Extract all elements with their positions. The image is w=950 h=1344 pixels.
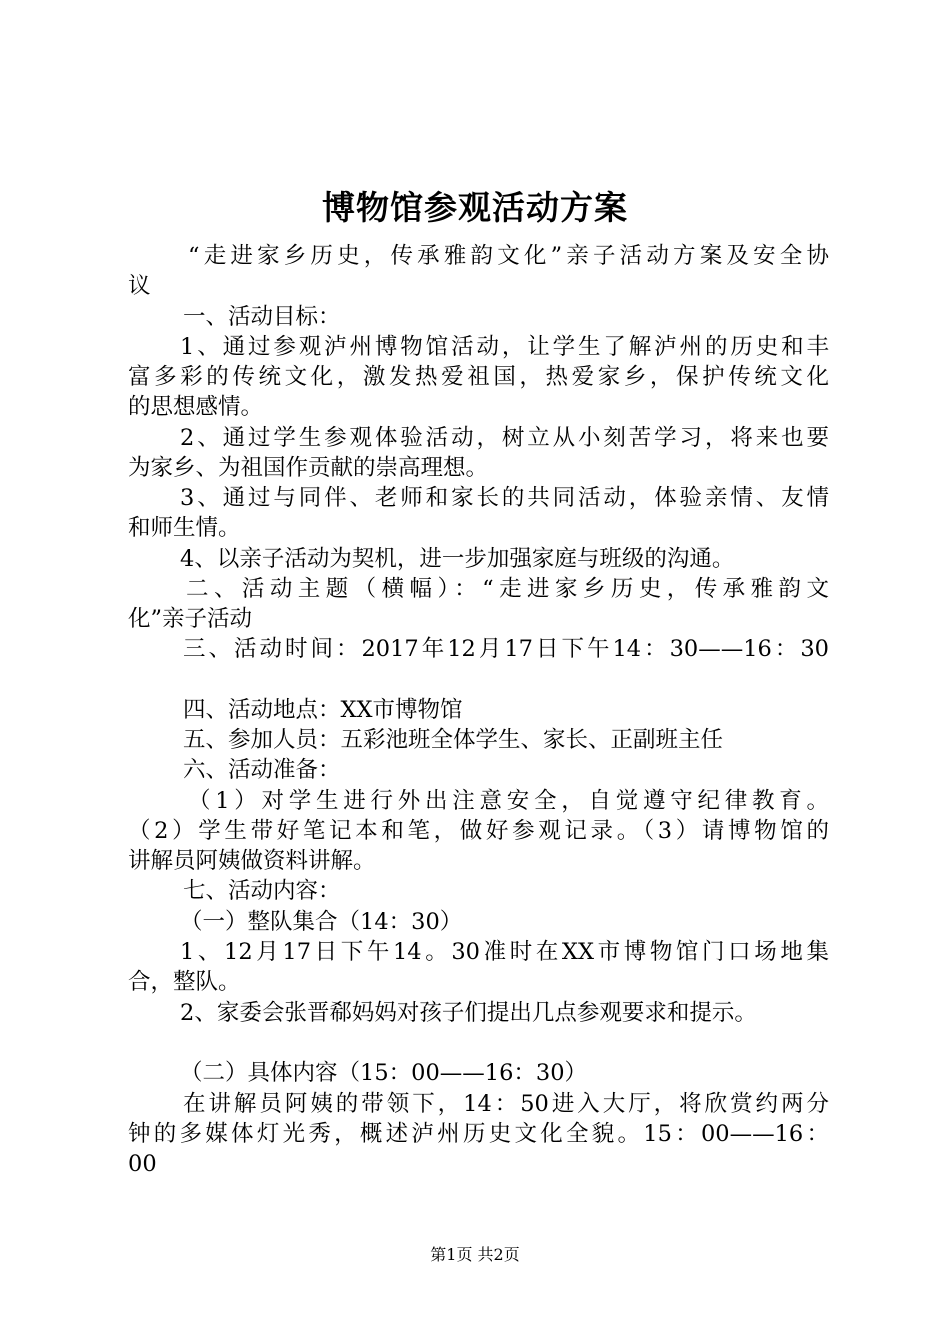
paragraph-line: （1）对学生进行外出注意安全，自觉遵守纪律教育。 xyxy=(188,788,829,814)
paragraph-line: 00 xyxy=(128,1151,157,1177)
section-heading: 七、活动内容： xyxy=(183,878,341,904)
paragraph-line: 1、通过参观泸州博物馆活动，让学生了解泸州的历史和丰 xyxy=(180,334,829,360)
paragraph-line: 合，整队。 xyxy=(128,969,241,995)
paragraph-line: 在讲解员阿姨的带领下，14：50进入大厅，将欣赏约两分 xyxy=(183,1091,829,1117)
paragraph-line: 的思想感情。 xyxy=(128,394,264,420)
section-heading: 六、活动准备： xyxy=(183,757,341,783)
document-title: 博物馆参观活动方案 xyxy=(322,188,628,227)
paragraph-line: 4、以亲子活动为契机，进一步加强家庭与班级的沟通。 xyxy=(180,546,735,572)
section-heading: 五、参加人员：五彩池班全体学生、家长、正副班主任 xyxy=(183,727,724,753)
section-heading: 一、活动目标： xyxy=(183,304,341,330)
subsection-heading: （一）整队集合（14：30） xyxy=(180,909,463,935)
paragraph-line: 2、通过学生参观体验活动，树立从小刻苦学习，将来也要 xyxy=(180,425,829,451)
paragraph-line: “走进家乡历史，传承雅韵文化”亲子活动方案及安全协 xyxy=(188,243,829,269)
paragraph-line: 讲解员阿姨做资料讲解。 xyxy=(128,848,376,874)
paragraph-line: 1、12月17日下午14。30准时在XX市博物馆门口场地集 xyxy=(180,939,829,965)
paragraph-line: 钟的多媒体灯光秀，概述泸州历史文化全貌。15：00——16： xyxy=(128,1121,829,1147)
paragraph-line: 化”亲子活动 xyxy=(128,606,253,632)
section-heading: 三、活动时间：2017年12月17日下午14：30——16：30 xyxy=(183,636,829,662)
paragraph-line: 富多彩的传统文化，激发热爱祖国，热爱家乡，保护传统文化 xyxy=(128,364,829,390)
paragraph-line: 议 xyxy=(128,273,151,299)
subsection-heading: （二）具体内容（15：00——16：30） xyxy=(180,1060,588,1086)
page-footer: 第1页 共2页 xyxy=(430,1245,520,1264)
paragraph-line: （2）学生带好笔记本和笔，做好参观记录。（3）请博物馆的 xyxy=(128,818,829,844)
paragraph-line: 为家乡、为祖国作贡献的崇高理想。 xyxy=(128,455,489,481)
paragraph-line: 2、家委会张晋郗妈妈对孩子们提出几点参观要求和提示。 xyxy=(180,1000,757,1026)
paragraph-line: 和师生情。 xyxy=(128,515,241,541)
section-heading: 二、活动主题（横幅）：“走进家乡历史，传承雅韵文 xyxy=(186,576,829,602)
section-heading: 四、活动地点：XX市博物馆 xyxy=(183,697,463,723)
paragraph-line: 3、通过与同伴、老师和家长的共同活动，体验亲情、友情 xyxy=(180,485,829,511)
